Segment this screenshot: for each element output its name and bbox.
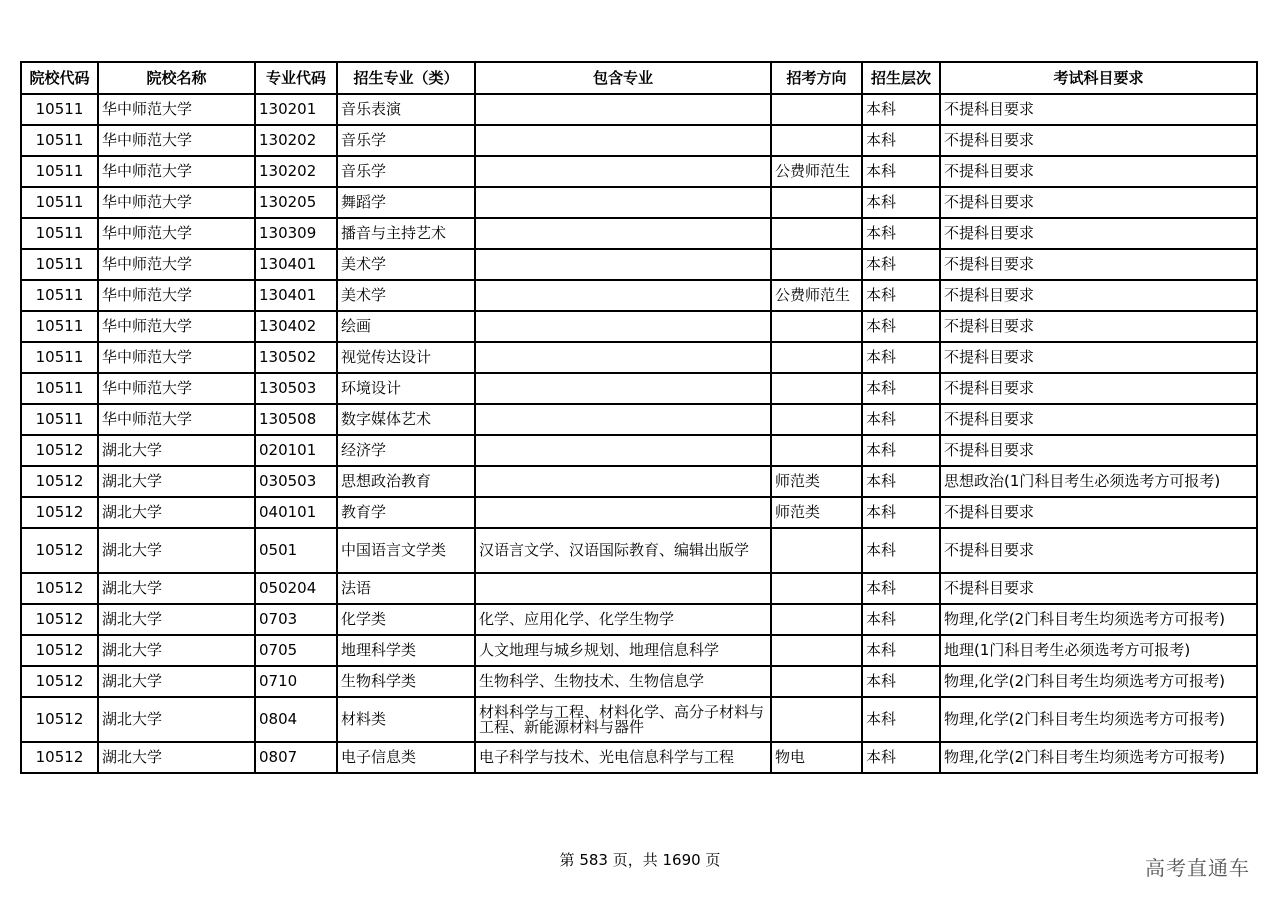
cell-subject-requirement: 不提科目要求: [940, 435, 1257, 466]
cell-school-code: 10512: [21, 528, 98, 573]
table-row: [21, 187, 1257, 218]
table-row: [21, 125, 1257, 156]
cell-school-name: 湖北大学: [98, 666, 255, 697]
cell-direction: [771, 311, 862, 342]
header-major: 招生专业（类）: [337, 62, 475, 94]
cell-included-majors: [475, 497, 771, 528]
cell-school-code: 10512: [21, 435, 98, 466]
cell-included-majors: 电子科学与技术、光电信息科学与工程: [475, 742, 771, 773]
cell-major-code: 040101: [255, 497, 337, 528]
cell-school-name: 湖北大学: [98, 435, 255, 466]
cell-major: 美术学: [337, 249, 475, 280]
cell-included-majors: [475, 311, 771, 342]
cell-included-majors: [475, 156, 771, 187]
cell-major-code: 130503: [255, 373, 337, 404]
cell-school-name: 湖北大学: [98, 466, 255, 497]
cell-school-code: 10511: [21, 125, 98, 156]
cell-included-majors: 汉语言文学、汉语国际教育、编辑出版学: [475, 528, 771, 573]
cell-subject-requirement: 不提科目要求: [940, 373, 1257, 404]
cell-school-code: 10512: [21, 742, 98, 773]
cell-school-code: 10511: [21, 187, 98, 218]
cell-direction: [771, 218, 862, 249]
table-row: [21, 742, 1257, 773]
cell-included-majors: [475, 94, 771, 125]
cell-direction: 师范类: [771, 466, 862, 497]
cell-school-code: 10512: [21, 497, 98, 528]
table-row: [21, 635, 1257, 666]
cell-school-code: 10512: [21, 466, 98, 497]
cell-included-majors: [475, 249, 771, 280]
cell-included-majors: [475, 125, 771, 156]
cell-major-code: 0705: [255, 635, 337, 666]
cell-school-name: 湖北大学: [98, 635, 255, 666]
cell-school-name: 湖北大学: [98, 528, 255, 573]
cell-school-name: 华中师范大学: [98, 156, 255, 187]
cell-school-code: 10511: [21, 342, 98, 373]
table-row: [21, 573, 1257, 604]
cell-school-code: 10511: [21, 156, 98, 187]
cell-subject-requirement: 物理,化学(2门科目考生均须选考方可报考): [940, 666, 1257, 697]
cell-major-code: 050204: [255, 573, 337, 604]
cell-level: 本科: [862, 435, 940, 466]
cell-major-code: 130201: [255, 94, 337, 125]
cell-direction: [771, 635, 862, 666]
cell-level: 本科: [862, 635, 940, 666]
header-included-majors: 包含专业: [475, 62, 771, 94]
cell-major: 生物科学类: [337, 666, 475, 697]
cell-major: 音乐学: [337, 156, 475, 187]
cell-included-majors: [475, 435, 771, 466]
cell-level: 本科: [862, 280, 940, 311]
cell-major-code: 130202: [255, 156, 337, 187]
cell-level: 本科: [862, 311, 940, 342]
table-row: [21, 280, 1257, 311]
cell-level: 本科: [862, 94, 940, 125]
cell-direction: [771, 573, 862, 604]
cell-major: 舞蹈学: [337, 187, 475, 218]
cell-level: 本科: [862, 373, 940, 404]
cell-major: 电子信息类: [337, 742, 475, 773]
table-row: [21, 666, 1257, 697]
header-major-code: 专业代码: [255, 62, 337, 94]
cell-school-name: 湖北大学: [98, 604, 255, 635]
cell-level: 本科: [862, 697, 940, 742]
cell-subject-requirement: 地理(1门科目考生必须选考方可报考): [940, 635, 1257, 666]
cell-school-name: 华中师范大学: [98, 125, 255, 156]
table-row: [21, 342, 1257, 373]
cell-subject-requirement: 思想政治(1门科目考生必须选考方可报考): [940, 466, 1257, 497]
cell-major-code: 130205: [255, 187, 337, 218]
cell-level: 本科: [862, 249, 940, 280]
cell-major-code: 0710: [255, 666, 337, 697]
cell-major-code: 130401: [255, 280, 337, 311]
cell-school-name: 华中师范大学: [98, 373, 255, 404]
cell-direction: [771, 187, 862, 218]
page-number: 第 583 页，共 1690 页: [559, 851, 721, 869]
cell-level: 本科: [862, 497, 940, 528]
cell-major: 中国语言文学类: [337, 528, 475, 573]
cell-major: 思想政治教育: [337, 466, 475, 497]
cell-major: 数字媒体艺术: [337, 404, 475, 435]
cell-included-majors: [475, 404, 771, 435]
cell-subject-requirement: 不提科目要求: [940, 249, 1257, 280]
cell-subject-requirement: 不提科目要求: [940, 528, 1257, 573]
cell-major: 播音与主持艺术: [337, 218, 475, 249]
cell-direction: [771, 697, 862, 742]
table-row: [21, 373, 1257, 404]
cell-included-majors: [475, 373, 771, 404]
cell-major-code: 0501: [255, 528, 337, 573]
cell-school-code: 10512: [21, 697, 98, 742]
cell-subject-requirement: 物理,化学(2门科目考生均须选考方可报考): [940, 604, 1257, 635]
cell-included-majors: 生物科学、生物技术、生物信息学: [475, 666, 771, 697]
cell-direction: 公费师范生: [771, 280, 862, 311]
header-school-code: 院校代码: [21, 62, 98, 94]
enrollment-table: [20, 61, 1258, 774]
cell-major: 法语: [337, 573, 475, 604]
cell-level: 本科: [862, 218, 940, 249]
cell-direction: 师范类: [771, 497, 862, 528]
cell-subject-requirement: 不提科目要求: [940, 311, 1257, 342]
cell-included-majors: [475, 187, 771, 218]
table-row: [21, 435, 1257, 466]
header-direction: 招考方向: [771, 62, 862, 94]
cell-major: 化学类: [337, 604, 475, 635]
cell-direction: [771, 125, 862, 156]
cell-school-code: 10511: [21, 311, 98, 342]
cell-subject-requirement: 不提科目要求: [940, 342, 1257, 373]
cell-subject-requirement: 不提科目要求: [940, 218, 1257, 249]
table-row: [21, 528, 1257, 573]
cell-major: 地理科学类: [337, 635, 475, 666]
cell-direction: [771, 404, 862, 435]
cell-school-name: 华中师范大学: [98, 404, 255, 435]
cell-major-code: 030503: [255, 466, 337, 497]
cell-level: 本科: [862, 156, 940, 187]
cell-school-name: 湖北大学: [98, 497, 255, 528]
cell-direction: [771, 342, 862, 373]
cell-major: 材料类: [337, 697, 475, 742]
table-row: [21, 311, 1257, 342]
cell-subject-requirement: 不提科目要求: [940, 280, 1257, 311]
table-row: [21, 218, 1257, 249]
cell-direction: [771, 528, 862, 573]
cell-included-majors: 材料科学与工程、材料化学、高分子材料与工程、新能源材料与器件: [475, 697, 771, 742]
cell-school-code: 10511: [21, 94, 98, 125]
header-subject-requirement: 考试科目要求: [940, 62, 1257, 94]
cell-major: 音乐学: [337, 125, 475, 156]
cell-subject-requirement: 不提科目要求: [940, 187, 1257, 218]
cell-included-majors: [475, 280, 771, 311]
cell-level: 本科: [862, 125, 940, 156]
header-school-name: 院校名称: [98, 62, 255, 94]
cell-direction: [771, 666, 862, 697]
cell-major-code: 130402: [255, 311, 337, 342]
cell-direction: [771, 604, 862, 635]
cell-level: 本科: [862, 342, 940, 373]
cell-school-code: 10512: [21, 604, 98, 635]
cell-subject-requirement: 不提科目要求: [940, 94, 1257, 125]
cell-school-name: 华中师范大学: [98, 249, 255, 280]
cell-level: 本科: [862, 404, 940, 435]
table-row: [21, 156, 1257, 187]
cell-school-name: 湖北大学: [98, 742, 255, 773]
cell-level: 本科: [862, 666, 940, 697]
cell-included-majors: [475, 466, 771, 497]
cell-level: 本科: [862, 187, 940, 218]
cell-major: 经济学: [337, 435, 475, 466]
cell-included-majors: 人文地理与城乡规划、地理信息科学: [475, 635, 771, 666]
cell-subject-requirement: 不提科目要求: [940, 125, 1257, 156]
cell-major: 环境设计: [337, 373, 475, 404]
cell-school-code: 10511: [21, 280, 98, 311]
cell-major-code: 0804: [255, 697, 337, 742]
cell-major-code: 0807: [255, 742, 337, 773]
cell-major-code: 130502: [255, 342, 337, 373]
cell-school-code: 10511: [21, 373, 98, 404]
cell-direction: 物电: [771, 742, 862, 773]
cell-school-name: 华中师范大学: [98, 187, 255, 218]
cell-major-code: 130401: [255, 249, 337, 280]
table-row: [21, 404, 1257, 435]
cell-included-majors: 化学、应用化学、化学生物学: [475, 604, 771, 635]
cell-included-majors: [475, 573, 771, 604]
cell-school-name: 湖北大学: [98, 573, 255, 604]
header-level: 招生层次: [862, 62, 940, 94]
cell-major: 美术学: [337, 280, 475, 311]
cell-major: 音乐表演: [337, 94, 475, 125]
cell-direction: [771, 94, 862, 125]
cell-level: 本科: [862, 742, 940, 773]
cell-direction: [771, 435, 862, 466]
cell-subject-requirement: 不提科目要求: [940, 497, 1257, 528]
table-body: [21, 94, 1257, 773]
cell-major-code: 130202: [255, 125, 337, 156]
cell-school-code: 10512: [21, 573, 98, 604]
cell-subject-requirement: 不提科目要求: [940, 573, 1257, 604]
cell-direction: [771, 373, 862, 404]
cell-major: 视觉传达设计: [337, 342, 475, 373]
table-header-row: [21, 62, 1257, 94]
table-row: [21, 697, 1257, 742]
cell-school-name: 华中师范大学: [98, 218, 255, 249]
table-row: [21, 249, 1257, 280]
cell-included-majors: [475, 342, 771, 373]
table-row: [21, 497, 1257, 528]
cell-subject-requirement: 物理,化学(2门科目考生均须选考方可报考): [940, 697, 1257, 742]
cell-major-code: 0703: [255, 604, 337, 635]
cell-level: 本科: [862, 466, 940, 497]
cell-major: 绘画: [337, 311, 475, 342]
cell-direction: [771, 249, 862, 280]
cell-school-code: 10512: [21, 635, 98, 666]
cell-subject-requirement: 物理,化学(2门科目考生均须选考方可报考): [940, 742, 1257, 773]
table-row: [21, 94, 1257, 125]
cell-level: 本科: [862, 573, 940, 604]
cell-school-name: 华中师范大学: [98, 94, 255, 125]
cell-major: 教育学: [337, 497, 475, 528]
cell-school-code: 10511: [21, 249, 98, 280]
cell-subject-requirement: 不提科目要求: [940, 404, 1257, 435]
cell-school-name: 华中师范大学: [98, 342, 255, 373]
cell-level: 本科: [862, 604, 940, 635]
watermark: 高考直通车: [1145, 856, 1250, 880]
table-row: [21, 466, 1257, 497]
cell-school-name: 华中师范大学: [98, 280, 255, 311]
cell-included-majors: [475, 218, 771, 249]
cell-school-code: 10511: [21, 404, 98, 435]
cell-school-name: 湖北大学: [98, 697, 255, 742]
table-row: [21, 604, 1257, 635]
cell-major-code: 020101: [255, 435, 337, 466]
cell-school-code: 10512: [21, 666, 98, 697]
cell-major-code: 130508: [255, 404, 337, 435]
cell-school-code: 10511: [21, 218, 98, 249]
cell-subject-requirement: 不提科目要求: [940, 156, 1257, 187]
cell-level: 本科: [862, 528, 940, 573]
cell-major-code: 130309: [255, 218, 337, 249]
cell-school-name: 华中师范大学: [98, 311, 255, 342]
cell-direction: 公费师范生: [771, 156, 862, 187]
